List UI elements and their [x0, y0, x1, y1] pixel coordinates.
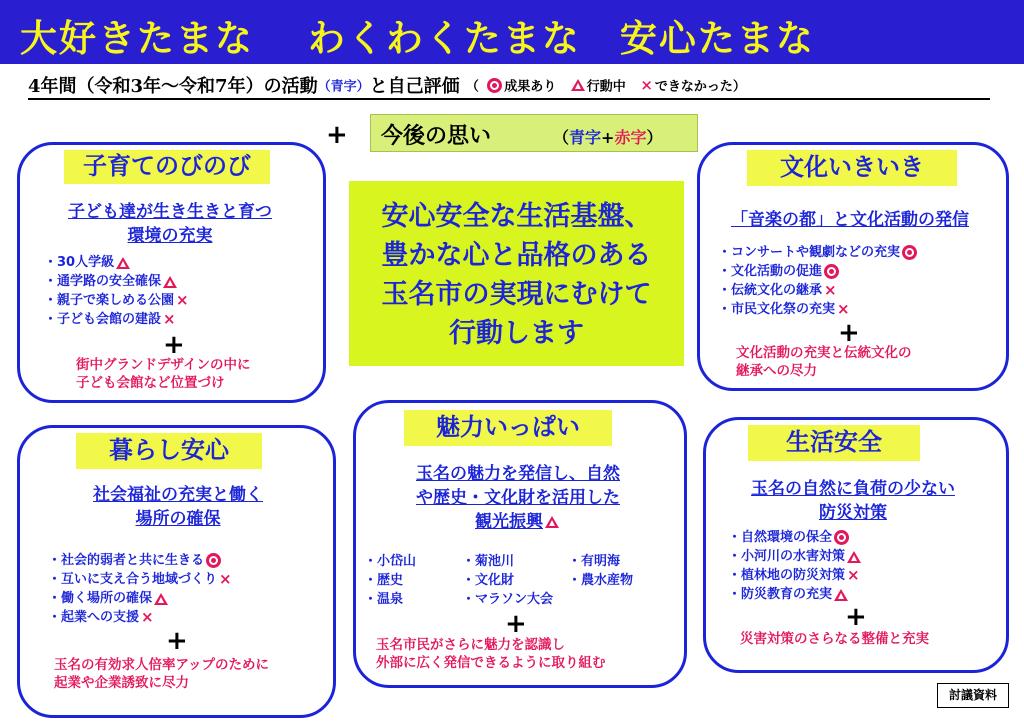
headline-line: 社会福祉の充実と働く [93, 485, 263, 505]
list-item: ・菊池川 [462, 554, 515, 569]
subheading-mid: と自己評価 [369, 76, 460, 97]
item-text: ・通学路の安全確保 [44, 274, 162, 289]
list-item: ・温泉 [364, 592, 404, 607]
progress-triangle-icon [545, 516, 559, 528]
section-headline [30, 200, 310, 248]
list-item [718, 243, 919, 262]
list-item [728, 528, 863, 547]
future-sub-close: ） [646, 128, 663, 147]
title-banner [0, 0, 1024, 64]
note-line: 外部に広く発信できるように取り組む [376, 655, 606, 671]
center-line: 玉名市の実現にむけて [381, 279, 652, 310]
future-thoughts-label [370, 114, 698, 152]
section-note [736, 344, 912, 380]
plus-icon: + [845, 602, 867, 632]
item-list [44, 253, 191, 329]
item-text: ・文化活動の促進 [718, 264, 823, 279]
item-text: ・働く場所の確保 [48, 591, 153, 606]
section-headline [30, 483, 326, 531]
item-text: ・伝統文化の継承 [718, 283, 823, 298]
progress-triangle-icon [834, 589, 848, 601]
list-item [718, 262, 919, 281]
legend-progress: 行動中 [586, 79, 626, 95]
note-line: 起業や企業誘致に尽力 [54, 675, 189, 691]
future-sub [553, 125, 662, 148]
item-column [462, 552, 553, 609]
list-item: ・歴史 [364, 573, 404, 588]
fail-cross-icon: × [219, 570, 232, 588]
item-list [48, 551, 234, 627]
plus-icon: + [163, 330, 185, 360]
future-sub-open: （ [553, 128, 570, 147]
item-text: ・起業への支援 [48, 610, 140, 625]
item-column [568, 552, 633, 590]
fail-cross-icon: × [176, 291, 189, 309]
done-circle-icon [834, 530, 849, 545]
center-statement [349, 181, 684, 366]
future-sub-blue: 青字 [569, 128, 602, 147]
section-note [76, 356, 251, 392]
list-item [728, 566, 863, 585]
headline-line: 玉名の自然に負荷の少ない [751, 479, 955, 499]
list-item [718, 300, 919, 319]
list-item: ・農水産物 [568, 573, 634, 588]
item-text: ・互いに支え合う地域づくり [48, 572, 218, 587]
future-sub-plus: + [601, 128, 615, 147]
list-item [48, 608, 234, 627]
fail-cross-icon: × [640, 76, 653, 94]
activity-subheading [28, 72, 990, 100]
list-item [728, 547, 863, 566]
progress-triangle-icon [571, 79, 585, 91]
blue-paren-close: ） [356, 79, 370, 95]
headline-line: 「音楽の都」と文化活動の発信 [731, 210, 969, 230]
fail-cross-icon: × [837, 300, 850, 318]
fail-cross-icon: × [847, 566, 860, 584]
section-title: 暮らし安心 [76, 433, 262, 469]
center-text [349, 197, 684, 353]
list-item [44, 291, 191, 310]
note-line: 文化活動の充実と伝統文化の [736, 345, 912, 361]
item-column [364, 552, 416, 609]
banner-title: 大好きたまな わくわくたまな 安心たまな [20, 16, 815, 60]
section-title: 文化いきいき [747, 150, 957, 186]
headline-text: 観光振興 [475, 512, 543, 532]
fail-cross-icon: × [163, 310, 176, 328]
headline-line: 子ども達が生き生きと育つ [68, 202, 272, 222]
section-title: 子育てのびのび [64, 150, 270, 184]
fail-cross-icon: × [141, 608, 154, 626]
note-line: 玉名の有効求人倍率アップのために [54, 657, 270, 673]
list-item: ・小岱山 [364, 554, 417, 569]
section-note [54, 656, 269, 692]
legend-fail: できなかった） [654, 79, 746, 95]
section-note [740, 630, 929, 648]
list-item [44, 310, 191, 329]
center-line: 行動します [449, 318, 584, 349]
progress-triangle-icon [163, 276, 177, 288]
section-headline [700, 208, 1000, 232]
headline-line: 防災対策 [819, 503, 887, 523]
blue-word: 青字 [330, 79, 357, 95]
item-text: ・社会的弱者と共に生きる [48, 553, 205, 568]
list-item [44, 272, 191, 291]
legend-done: 成果あり [504, 79, 557, 95]
future-sub-red: 赤字 [614, 128, 647, 147]
headline-line: 玉名の魅力を発信し、自然 [416, 464, 620, 484]
item-text: ・植林地の防災対策 [728, 568, 846, 583]
blue-paren-open: （ [317, 79, 331, 95]
headline-line: 場所の確保 [135, 509, 221, 529]
done-circle-icon [206, 553, 221, 568]
done-circle-icon [487, 78, 502, 93]
note-line: 街中グランドデザインの中に [76, 357, 251, 373]
note-line: 子ども会館など位置づけ [76, 375, 225, 391]
note-line: 災害対策のさらなる整備と充実 [740, 631, 929, 647]
list-item [48, 570, 234, 589]
list-item: ・有明海 [568, 554, 621, 569]
section-title: 生活安全 [748, 425, 920, 461]
item-text: ・市民文化祭の充実 [718, 302, 836, 317]
center-line: 安心安全な生活基盤、 [381, 201, 652, 232]
list-item [48, 589, 234, 608]
item-text: ・30人学級 [44, 255, 115, 270]
done-circle-icon [902, 245, 917, 260]
item-list [728, 528, 863, 604]
future-label: 今後の思い [381, 123, 492, 149]
section-headline [362, 462, 674, 534]
list-item [718, 281, 919, 300]
progress-triangle-icon [847, 551, 861, 563]
section-title: 魅力いっぱい [404, 410, 612, 446]
done-circle-icon [824, 264, 839, 279]
section-headline [706, 477, 1000, 525]
subheading-prefix: 4年間（令和3年～令和7年）の活動 [28, 76, 318, 97]
list-item [48, 551, 234, 570]
plus-icon: + [838, 318, 860, 348]
plus-icon: + [505, 609, 527, 639]
legend-open: （ [465, 79, 479, 95]
headline-line: 環境の充実 [127, 226, 213, 246]
item-text: ・子ども会館の建設 [44, 312, 162, 327]
note-line: 継承への尽力 [736, 363, 817, 379]
fail-cross-icon: × [824, 281, 837, 299]
list-item [44, 253, 191, 272]
section-note [376, 636, 606, 672]
center-line: 豊かな心と品格のある [381, 240, 652, 271]
item-text: ・コンサートや観劇などの充実 [718, 245, 901, 260]
headline-line [362, 510, 674, 534]
headline-line: や歴史・文化財を活用した [416, 488, 620, 508]
item-text: ・小河川の水害対策 [728, 549, 846, 564]
item-text: ・自然環境の保全 [728, 530, 833, 545]
list-item [728, 585, 863, 604]
discussion-material-label: 討議資料 [937, 683, 1009, 708]
progress-triangle-icon [154, 593, 168, 605]
note-line: 玉名市民がさらに魅力を認識し [376, 637, 565, 653]
item-text: ・防災教育の充実 [728, 587, 833, 602]
item-list [718, 243, 919, 319]
progress-triangle-icon [116, 257, 130, 269]
item-text: ・親子で楽しめる公園 [44, 293, 175, 308]
list-item: ・文化財 [462, 573, 515, 588]
plus-icon: + [166, 626, 188, 656]
list-item: ・マラソン大会 [462, 592, 554, 607]
plus-icon: + [326, 120, 348, 150]
